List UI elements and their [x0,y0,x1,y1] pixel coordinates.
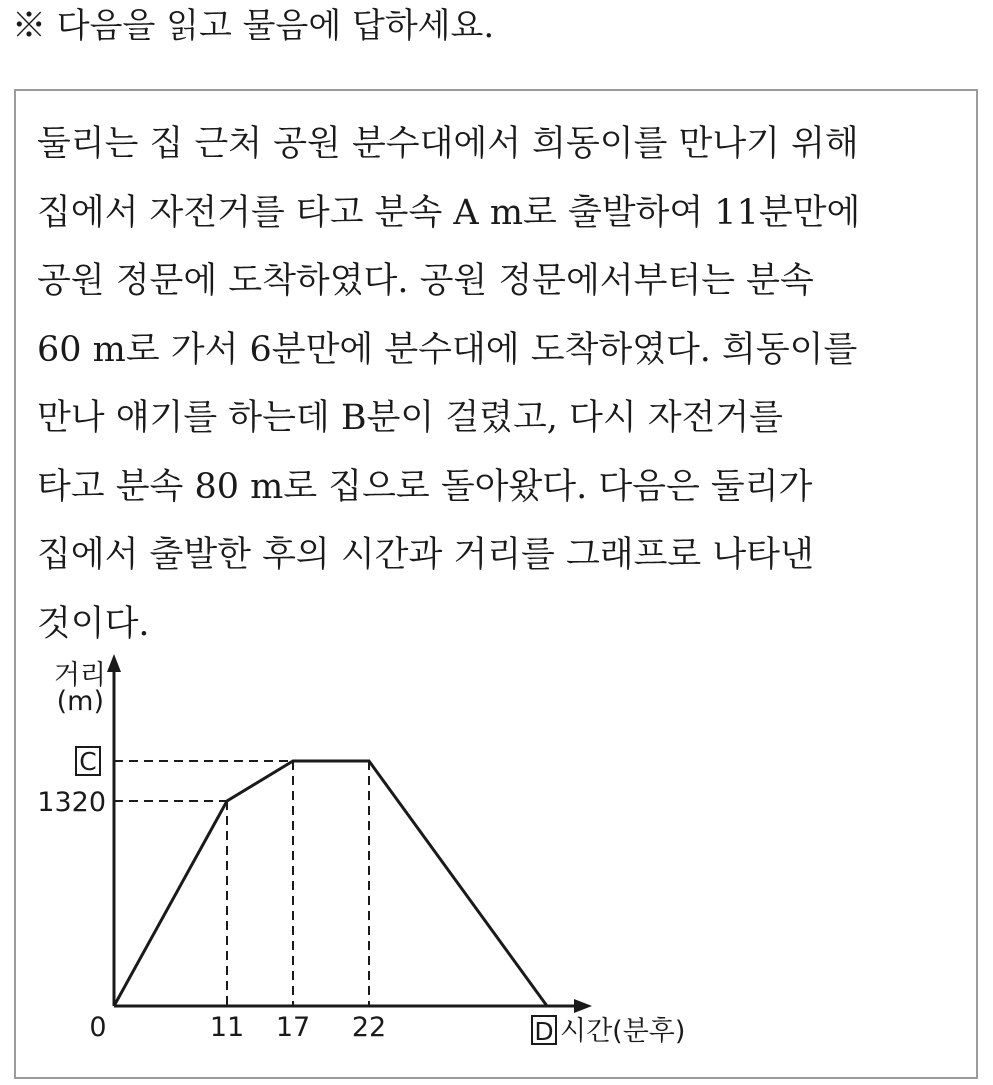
x-axis-arrow [574,999,592,1013]
x-tick-label: 11 [209,1012,245,1043]
passage-line: 타고 분속 80 m로 집으로 돌아왔다. 다음은 둘리가 [37,466,813,507]
passage-line: 60 m로 가서 6분만에 분수대에 도착하였다. 희동이를 [37,329,858,370]
y-axis-label-line2: (m) [56,686,104,717]
dashed-guides [114,761,369,1006]
c-label: C [79,747,97,776]
passage-line: 집에서 출발한 후의 시간과 거리를 그래프로 나타낸 [37,535,814,575]
distance-series [114,761,547,1006]
d-label: D [534,1017,554,1046]
x-axis-label: 시간(분후) [560,1016,686,1047]
x-tick-label: 22 [351,1012,387,1043]
passage-line: 공원 정문에 도착하였다. 공원 정문에서부터는 분속 [37,261,814,301]
y-axis-arrow [107,654,121,672]
instruction-text: ※ 다음을 읽고 물음에 답하세요. [12,6,495,46]
distance-line [114,761,547,1006]
passage-line: 것이다. [37,603,150,644]
passage-line: 집에서 자전거를 타고 분속 A m로 출발하여 11분만에 [37,192,861,233]
passage-line: 둘리는 집 근처 공원 분수대에서 희동이를 만나기 위해 [37,124,859,164]
origin-label: 0 [89,1012,107,1043]
x-tick-label: 17 [275,1012,311,1043]
y-axis-label-line1: 거리 [53,660,106,691]
passage-line: 만나 얘기를 하는데 B분이 걸렸고, 다시 자전거를 [37,398,783,438]
y-tick-label: 1320 [37,787,106,818]
